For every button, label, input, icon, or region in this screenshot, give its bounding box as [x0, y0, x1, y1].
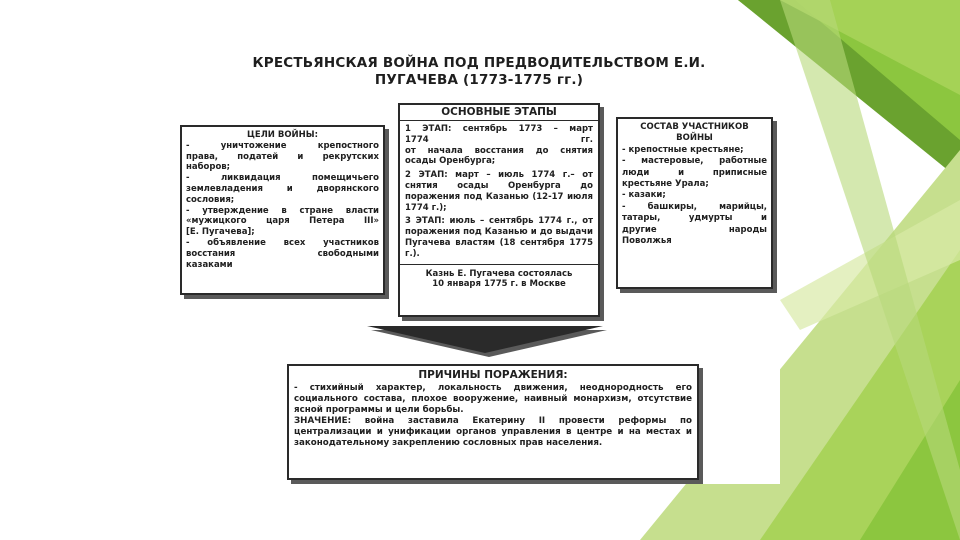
- members-line: другие народы: [622, 224, 767, 235]
- stage-1-year: 1774: [405, 134, 429, 145]
- reasons-text: - стихийный характер, локальность движения, неоднородность его социального состава, плохое вооружение, наивный монархизм, отсутствие ясной программы и цели борьбы.: [294, 383, 692, 415]
- stage-1-line: от начала восстания до снятия: [405, 145, 593, 156]
- goals-line: - ликвидация помещичьего: [186, 173, 379, 184]
- goals-line: - утверждение в стране власти: [186, 205, 379, 216]
- members-line: татары, удмурты и: [622, 213, 767, 224]
- goals-line: сословия;: [186, 194, 235, 205]
- members-line: люди и приписные: [622, 167, 767, 178]
- goals-line: - уничтожение крепостного: [186, 140, 379, 151]
- significance-text: ЗНАЧЕНИЕ: война заставила Екатерину II провести реформы по централизации и унификации органов управления в центре и на местах и законодательному закреплению сословных прав населения.: [294, 415, 692, 448]
- goals-line: - объявление всех участников: [186, 237, 379, 248]
- diagram-title: [178, 55, 780, 89]
- stage-1: [405, 124, 593, 167]
- goals-box: [180, 125, 385, 295]
- members-heading-line-1: СОСТАВ УЧАСТНИКОВ: [640, 122, 749, 132]
- goals-line: [Е. Пугачева];: [186, 227, 255, 238]
- execution-line-1: Казнь Е. Пугачева состоялась: [425, 268, 573, 279]
- title-line-1: КРЕСТЬЯНСКАЯ ВОЙНА ПОД ПРЕДВОДИТЕЛЬСТВОМ Е.И.: [252, 55, 706, 71]
- goals-line: права, податей и рекрутских: [186, 151, 379, 162]
- goals-line: наборов;: [186, 162, 231, 173]
- goals-line: «мужицкого царя Петера III»: [186, 216, 379, 227]
- stage-1-suffix: гг.: [580, 134, 593, 145]
- stage-1-line: [405, 135, 593, 146]
- goals-heading: ЦЕЛИ ВОЙНЫ:: [247, 130, 318, 140]
- stage-2: 2 ЭТАП: март – июль 1774 г.– от снятия осады Оренбурга до поражения под Казанью (12-17 июля 1774 г.);: [405, 170, 593, 213]
- stage-3: 3 ЭТАП: июль – сентябрь 1774 г., от поражения под Казанью и до выдачи Пугачева властям (18 сентября 1775 г.).: [405, 216, 593, 259]
- stages-heading: ОСНОВНЫЕ ЭТАПЫ: [441, 106, 557, 118]
- members-line: - башкиры, марийцы,: [622, 201, 767, 212]
- reasons-heading: ПРИЧИНЫ ПОРАЖЕНИЯ:: [418, 369, 568, 381]
- reasons-box: [287, 364, 699, 480]
- members-line: - казаки;: [622, 190, 666, 201]
- title-line-2: ПУГАЧЕВА (1773-1775 гг.): [374, 72, 584, 88]
- stage-1-line: 1 ЭТАП: сентябрь 1773 – март: [405, 124, 593, 134]
- execution-line-2: 10 января 1775 г. в Москве: [432, 279, 566, 290]
- members-box: [616, 117, 773, 289]
- goals-line: казаками: [186, 259, 233, 270]
- goals-line: восстания свободными: [186, 248, 379, 259]
- members-heading-line-2: ВОЙНЫ: [676, 133, 713, 144]
- execution-note: [400, 264, 598, 291]
- members-line: - мастеровые, работные: [622, 156, 767, 167]
- members-line: крестьяне Урала;: [622, 179, 709, 190]
- stages-box: [398, 103, 600, 317]
- down-arrow-icon: [367, 326, 611, 360]
- goals-line: землевладения и дворянского: [186, 183, 379, 194]
- stage-1-line: осады Оренбурга;: [405, 156, 496, 167]
- members-line: - крепостные крестьяне;: [622, 144, 744, 155]
- members-line: Поволжья: [622, 236, 672, 247]
